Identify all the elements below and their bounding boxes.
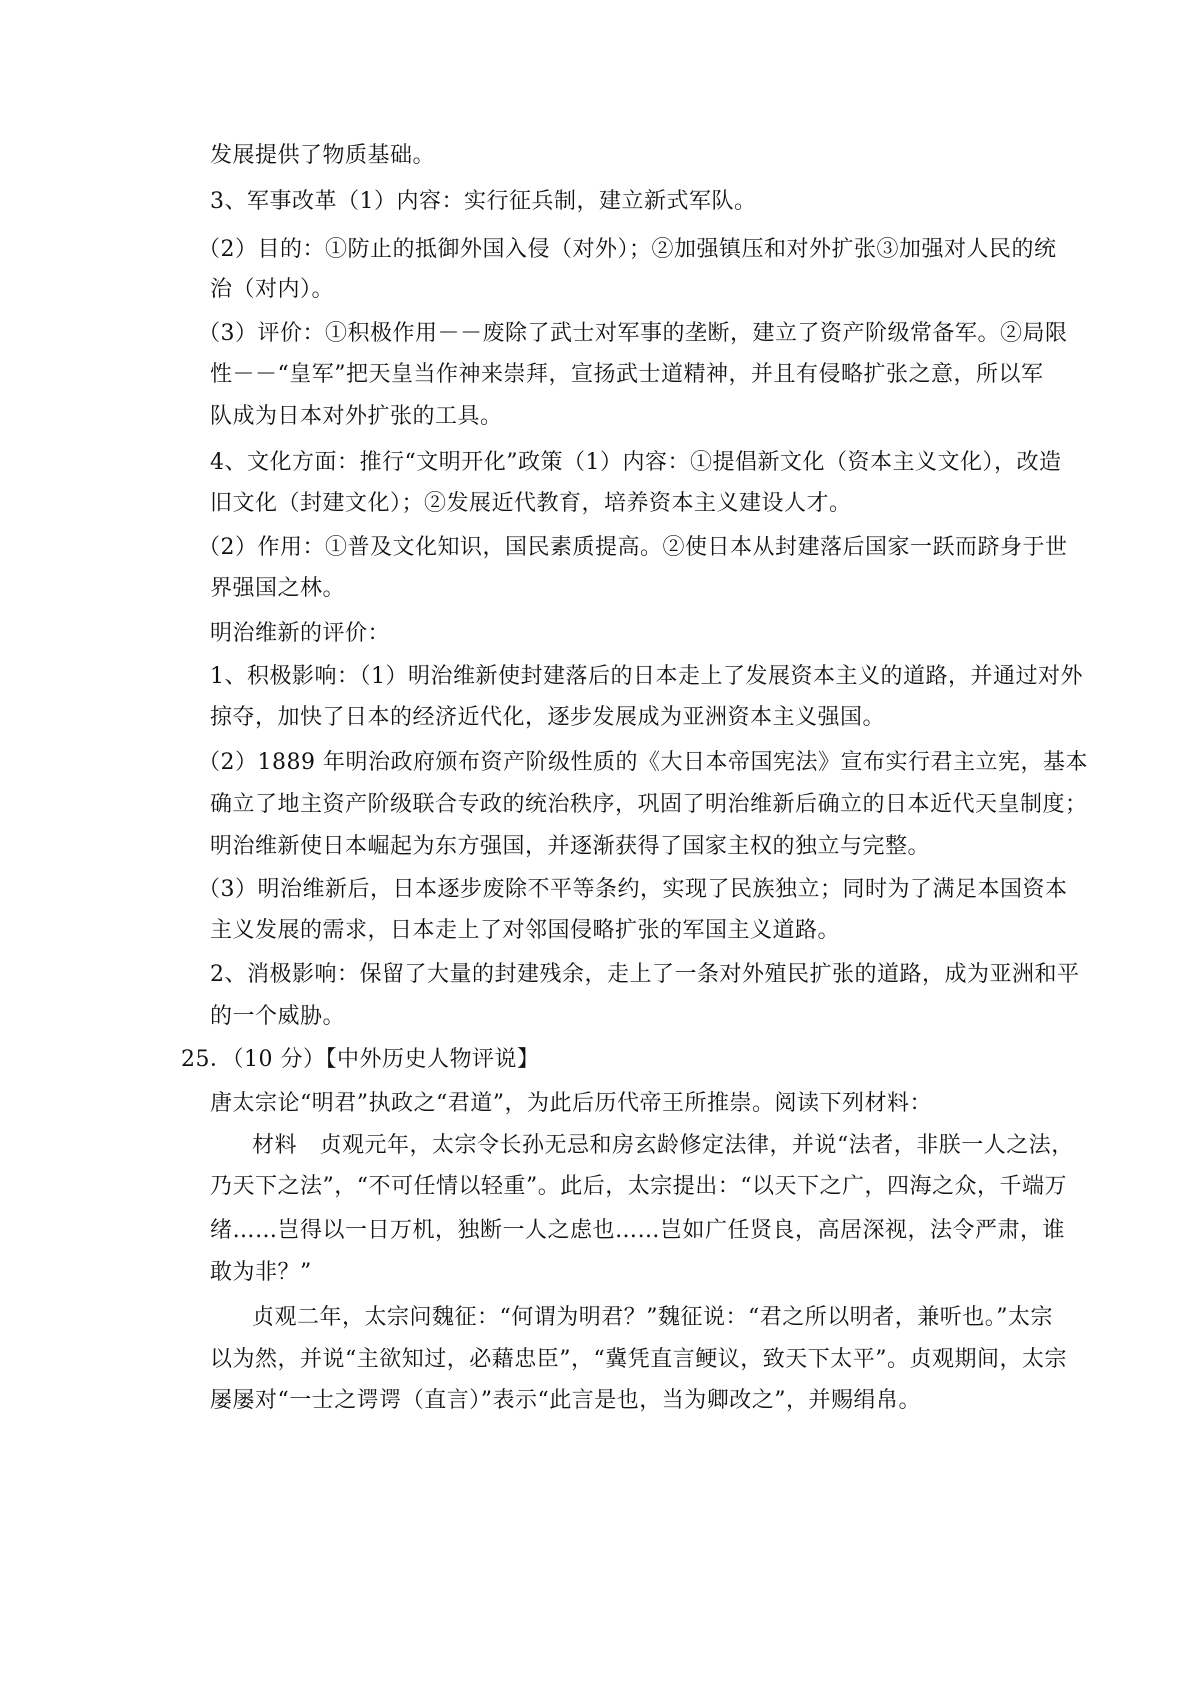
text-line: 1、积极影响：（1）明治维新使封建落后的日本走上了发展资本主义的道路，并通过对外 [210, 664, 1083, 689]
material-line: 敢为非？” [210, 1260, 312, 1285]
text-line: 明治维新使日本崛起为东方强国，并逐渐获得了国家主权的独立与完整。 [210, 834, 931, 859]
text-line: （3）评价：①积极作用－－废除了武士对军事的垄断，建立了资产阶级常备军。②局限 [198, 321, 1068, 346]
text-line: （2）1889 年明治政府颁布资产阶级性质的《大日本帝国宪法》宣布实行君主立宪，基本 [198, 750, 1088, 775]
text-line: 界强国之林。 [210, 576, 346, 601]
material-line: 屡屡对“一士之谔谔（直言）”表示“此言是也，当为卿改之”，并赐绢帛。 [210, 1388, 921, 1413]
text-line: （2）目的：①防止的抵御外国入侵（对外）；②加强镇压和对外扩张③加强对人民的统 [198, 237, 1057, 262]
text-line: （2）作用：①普及文化知识，国民素质提高。②使日本从封建落后国家一跃而跻身于世 [198, 535, 1068, 560]
text-line: 发展提供了物质基础。 [210, 143, 436, 168]
material-line: 贞观二年，太宗问魏征：“何谓为明君？”魏征说：“君之所以明者，兼听也。”太宗 [252, 1305, 1053, 1330]
text-line: 的一个威胁。 [210, 1004, 346, 1029]
text-line: 确立了地主资产阶级联合专政的统治秩序，巩固了明治维新后确立的日本近代天皇制度； [210, 792, 1088, 817]
text-line: 4、文化方面：推行“文明开化”政策（1）内容：①提倡新文化（资本主义文化），改造 [210, 450, 1062, 475]
text-line: 唐太宗论“明君”执政之“君道”，为此后历代帝王所推崇。阅读下列材料： [210, 1091, 932, 1116]
text-line: 性－－“皇军”把天皇当作神来崇拜，宣扬武士道精神，并且有侵略扩张之意，所以军 [210, 362, 1044, 387]
text-line: 2、消极影响：保留了大量的封建残余，走上了一条对外殖民扩张的道路，成为亚洲和平 [210, 962, 1080, 987]
material-line: 以为然，并说“主欲知过，必藉忠臣”，“冀凭直言鲠议，致天下太平”。贞观期间，太宗 [210, 1347, 1067, 1372]
text-line: （3）明治维新后，日本逐步废除不平等条约，实现了民族独立；同时为了满足本国资本 [198, 877, 1068, 902]
section-heading: 明治维新的评价： [210, 621, 391, 646]
text-line: 旧文化（封建文化）；②发展近代教育，培养资本主义建设人才。 [210, 491, 852, 516]
text-line: 3、军事改革（1）内容：实行征兵制，建立新式军队。 [210, 189, 757, 214]
material-line: 绪……岂得以一日万机，独断一人之虑也……岂如广任贤良，高居深视，法令严肃，谁 [210, 1218, 1066, 1243]
material-line: 乃天下之法”，“不可任情以轻重”。此后，太宗提出：“以天下之广，四海之众，千端万 [210, 1174, 1067, 1199]
material-line: 材料 贞观元年，太宗令长孙无忌和房玄龄修定法律，并说“法者，非朕一人之法， [252, 1133, 1074, 1158]
text-line: 掠夺，加快了日本的经济近代化，逐步发展成为亚洲资本主义强国。 [210, 705, 886, 730]
question-header: 25．（10 分）【中外历史人物评说】 [181, 1047, 540, 1072]
text-line: 主义发展的需求，日本走上了对邻国侵略扩张的军国主义道路。 [210, 918, 841, 943]
text-line: 治（对内）。 [210, 277, 335, 302]
text-line: 队成为日本对外扩张的工具。 [210, 404, 503, 429]
